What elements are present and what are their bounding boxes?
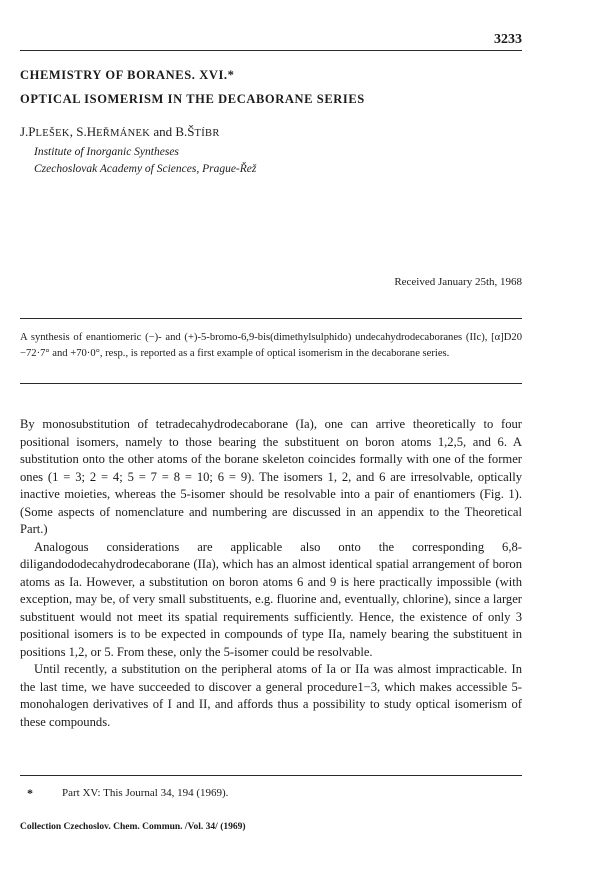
abstract-bottom-rule bbox=[20, 383, 522, 384]
affiliation-line-1: Institute of Inorganic Syntheses bbox=[34, 146, 179, 158]
body-paragraph-1: By monosubstitution of tetradecahydrodecaborane (Ia), one can arrive theoretically to four positional isomers, namely to those bearing the substituent on boron atoms 1,2,5, and 6. A substitution onto the other atoms of the borane skeleton coincides formally with one of the former ones (1 = 3; 2 = 4; 5 = 7 = 8 = 10; 6 = 9). The isomers 1, 2, and 6 are irresolvable, optically inactive moieties, whereas the 5-isomer should be resolvable into a pair of enantiomers (Fig. 1). (Some aspects of nomenclature and numbering are discussed in an appendix to the Theoretical Part.) bbox=[20, 417, 522, 536]
article-title-line-1: CHEMISTRY OF BORANES. XVI.* bbox=[20, 68, 235, 82]
author-1-surname: LEŠEK bbox=[35, 128, 70, 139]
abstract: A synthesis of enantiomeric (−)- and (+)-5-bromo-6,9-bis(dimethylsulphido) undecahydrodecaboranes (IIc), [α]D20 −72·7° and +70·0°, resp., is reported as a first example of optical isomerism in the decaborane series. bbox=[20, 332, 522, 359]
article-body bbox=[20, 416, 522, 731]
affiliation-line-2: Czechoslovak Academy of Sciences, Prague-Řež bbox=[34, 163, 257, 175]
author-separator-1: , S.H bbox=[69, 124, 97, 139]
footnote-text: Part XV: This Journal 34, 194 (1969). bbox=[62, 787, 229, 799]
author-3-surname: TÍBR bbox=[194, 128, 220, 139]
footnote-rule bbox=[20, 775, 522, 776]
body-paragraph-2: Analogous considerations are applicable also onto the corresponding 6,8-diligandododecahydrodecaborane (IIa), which has an almost identical spatial arrangement of boron atoms as Ia. However, a substitution on boron atoms 6 and 9 is here practically impossible (with exception, may be, of very small substituents, e.g. fluorine and, eventually, chlorine), since a larger substituent would not meet its spatial requirements sufficiently. Hence, the existence of only 3 positional isomers is to be expected in compounds of type IIa, namely bearing the substituent in positions 1,2, or 5. From these, only the 5-isomer could be resolvable. bbox=[20, 539, 522, 659]
author-separator-2: and B.Š bbox=[150, 124, 195, 139]
page-number: 3233 bbox=[494, 32, 522, 47]
header-rule bbox=[20, 50, 522, 51]
body-paragraph-3: Until recently, a substitution on the peripheral atoms of Ia or IIa was almost impracticable. In the last time, we have succeeded to discover a general procedure1−3, which makes accessible 5-monohalogen derivatives of I and II, and affords thus a possibility to study optical isomerism of these compounds. bbox=[20, 662, 522, 729]
received-date: Received January 25th, 1968 bbox=[394, 276, 522, 288]
journal-citation: Collection Czechoslov. Chem. Commun. /Vol. 34/ (1969) bbox=[20, 822, 246, 832]
footnote-mark: * bbox=[27, 786, 33, 800]
author-1-initial: J.P bbox=[20, 124, 36, 139]
author-list bbox=[20, 124, 220, 140]
article-title-line-2: OPTICAL ISOMERISM IN THE DECABORANE SERIES bbox=[20, 92, 365, 106]
author-2-surname: EŘMÁNEK bbox=[96, 128, 151, 139]
abstract-top-rule bbox=[20, 318, 522, 319]
